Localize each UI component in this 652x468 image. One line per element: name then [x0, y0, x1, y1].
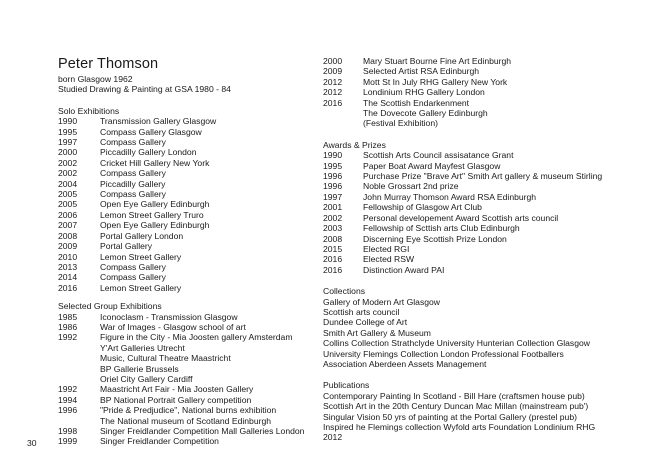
right-column [323, 56, 613, 443]
entry-text: Elected RGI [363, 243, 410, 254]
entry-text: Lemon Street Gallery [100, 251, 182, 262]
entry-text: Figure in the City - Mia Joosten gallery Amsterdam [100, 332, 293, 343]
entry-year: 2012 [323, 76, 343, 87]
exhibition-entry [323, 66, 613, 76]
exhibition-entry [58, 405, 328, 415]
exhibition-entry [323, 265, 613, 275]
entry-text: Compass Gallery Glasgow [100, 126, 202, 137]
page-number: 30 [27, 438, 37, 448]
entry-text: Londinium RHG Gallery London [363, 87, 485, 98]
exhibition-entry [58, 158, 328, 168]
entry-text: "Pride & Predjudice", National burns exhibition [100, 405, 277, 416]
entry-year: 1996 [58, 405, 78, 416]
collection-line: Dundee College of Art [323, 317, 408, 328]
entry-text: Purchase Prize "Brave Art" Smith Art gallery & museum Stirling [363, 171, 603, 182]
entry-text: Open Eye Gallery Edinburgh [100, 220, 210, 231]
entry-year: 2003 [323, 223, 343, 234]
entry-text: Discerning Eye Scottish Prize London [363, 233, 507, 244]
entry-year: 1992 [58, 332, 78, 343]
exhibition-entry [323, 56, 613, 66]
page-title: Peter Thomson [58, 56, 159, 72]
solo-exhibitions-list [58, 116, 328, 293]
entry-year: 1997 [58, 137, 78, 148]
entry-text: John Murray Thomson Award RSA Edinburgh [363, 191, 537, 202]
exhibition-entry [58, 199, 328, 209]
entry-year: 2000 [323, 56, 343, 66]
entry-text: Noble Grossart 2nd prize [363, 181, 459, 192]
collections-section [323, 286, 613, 369]
entry-year: 1995 [323, 160, 343, 171]
exhibition-entry [323, 118, 613, 128]
entry-year: 2012 [323, 87, 343, 98]
entry-text: Y'Art Galleries Utrecht [100, 342, 185, 353]
entry-year: 2004 [58, 178, 78, 189]
entry-year: 2008 [323, 233, 343, 244]
exhibition-entry [58, 231, 328, 241]
exhibition-entry [323, 192, 613, 202]
exhibition-entry [323, 108, 613, 118]
entry-text: BP National Portrait Gallery competition [100, 394, 252, 405]
exhibition-entry [58, 283, 328, 293]
entry-year: 1995 [58, 126, 78, 137]
exhibition-entry [58, 252, 328, 262]
collections-heading: Collections [323, 286, 366, 297]
collection-line: Scottish arts council [323, 306, 400, 317]
left-column [58, 56, 328, 447]
entry-text: Compass Gallery [100, 261, 166, 272]
entry-text: Piccadilly Gallery London [100, 147, 197, 158]
entry-text: Singer Freidlander Competition Mall Galleries London [100, 426, 305, 436]
entry-text: Compass Gallery [100, 137, 166, 148]
entry-text: Maastricht Art Fair - Mia Joosten Gallery [100, 384, 254, 395]
exhibition-entry [323, 181, 613, 191]
spacer [58, 293, 328, 301]
exhibition-entry [58, 395, 328, 405]
entry-text: Portal Gallery London [100, 230, 184, 241]
exhibition-entry [58, 137, 328, 147]
entry-year: 2006 [58, 209, 78, 220]
cv-header [58, 56, 328, 95]
collection-line: Smith Art Gallery & Museum [323, 327, 431, 338]
exhibition-entry [58, 322, 328, 332]
entry-year: 2002 [58, 168, 78, 179]
entry-text: Lemon Street Gallery Truro [100, 209, 204, 220]
exhibition-entry [323, 77, 613, 87]
collections-paragraph: Collins Collection Strathclyde University Hunterian Collection Glasgow University Flemings Collection London Professional Footballers Association Aberdeen Assets Management [323, 338, 590, 369]
entry-year: 1994 [58, 394, 78, 405]
exhibition-entry [58, 168, 328, 178]
entry-text: Lemon Street Gallery [100, 282, 182, 293]
exhibition-entry [58, 364, 328, 374]
entry-text: Portal Gallery [100, 241, 153, 252]
entry-year: 2005 [58, 199, 78, 210]
entry-text: (Festival Exhibition) [363, 118, 438, 129]
exhibition-entry [323, 234, 613, 244]
entry-text: Iconoclasm - Transmission Glasgow [100, 311, 238, 322]
entry-year: 1985 [58, 311, 78, 322]
publications-heading: Publications [323, 380, 370, 391]
entry-year: 2008 [58, 230, 78, 241]
solo-exhibitions-heading: Solo Exhibitions [58, 105, 120, 116]
entry-year: 2000 [58, 147, 78, 158]
exhibition-entry [323, 98, 613, 108]
exhibition-entry [58, 220, 328, 230]
exhibition-entry [58, 127, 328, 137]
exhibition-entry [58, 210, 328, 220]
awards-list [323, 150, 613, 275]
exhibition-entry [58, 332, 328, 342]
entry-year: 1986 [58, 321, 78, 332]
entry-text: Selected Artist RSA Edinburgh [363, 66, 480, 77]
entry-text: Fellowship of Scttish arts Club Edinburgh [363, 223, 520, 234]
collection-line: Gallery of Modern Art Glasgow [323, 296, 441, 307]
entry-text: Mary Stuart Bourne Fine Art Edinburgh [363, 56, 512, 66]
entry-text: Transmission Gallery Glasgow [100, 116, 217, 127]
entry-year: 1992 [58, 384, 78, 395]
education-info: Studied Drawing & Painting at GSA 1980 - 84 [58, 84, 231, 95]
entry-text: Music, Cultural Theatre Maastricht [100, 353, 231, 364]
spacer [323, 275, 613, 286]
spacer [323, 369, 613, 380]
entry-year: 2016 [323, 254, 343, 265]
awards-heading: Awards & Prizes [323, 139, 386, 150]
exhibition-entry [58, 179, 328, 189]
spacer [323, 129, 613, 140]
spacer [58, 95, 328, 106]
exhibition-entry [323, 202, 613, 212]
entry-year: 1990 [323, 150, 343, 161]
collections-list [323, 297, 613, 339]
exhibition-entry [58, 426, 328, 436]
entry-text: Compass Gallery [100, 272, 166, 283]
exhibition-entry [323, 161, 613, 171]
exhibition-entry [58, 116, 328, 126]
exhibition-entry [323, 244, 613, 254]
entry-year: 2007 [58, 220, 78, 231]
entry-year: 1999 [58, 436, 78, 447]
entry-text: The Dovecote Gallery Edinburgh [363, 108, 488, 119]
entry-text: The National museum of Scotland Edinburgh [100, 415, 272, 426]
exhibition-entry [58, 241, 328, 251]
exhibition-entry [58, 147, 328, 157]
group-exhibitions-section [58, 301, 328, 447]
entry-text: Oriel City Gallery Cardiff [100, 373, 193, 384]
entry-text: BP Gallerie Brussels [100, 363, 179, 374]
entry-year: 2016 [323, 264, 343, 275]
entry-text: Personal developement Award Scottish arts council [363, 212, 559, 223]
publications-paragraph: Contemporary Painting In Scotland - Bill Hare (craftsmen house pub) Scottish Art in the 20th Century Duncan Mac Millan (mainstream pub') Singular Vision 50 yrs of painting at the Portal Gallery (prestel pub) Inspired he Flemings collection Wyfold arts Foundation Londinium RHG 2012 [323, 390, 596, 443]
exhibition-entry [323, 150, 613, 160]
entry-year: 1996 [323, 181, 343, 192]
entry-text: Fellowship of Glasgow Art Club [363, 202, 482, 213]
exhibition-entry [323, 213, 613, 223]
solo-exhibitions-section [58, 106, 328, 293]
entry-text: Mott St In July RHG Gallery New York [363, 76, 508, 87]
entry-text: War of Images - Glasgow school of art [100, 321, 246, 332]
exhibition-entry [58, 416, 328, 426]
group-exhibitions-heading: Selected Group Exhibitions [58, 301, 162, 312]
exhibition-entry [323, 171, 613, 181]
exhibition-entry [58, 262, 328, 272]
entry-text: Distinction Award PAI [363, 264, 445, 275]
entry-text: Compass Gallery [100, 189, 166, 200]
entry-year: 2016 [323, 97, 343, 108]
entry-text: Open Eye Gallery Edinburgh [100, 199, 210, 210]
entry-year: 1996 [323, 171, 343, 182]
publications-section [323, 380, 613, 442]
entry-text: The Scottish Endarkenment [363, 97, 470, 108]
entry-year: 2002 [58, 157, 78, 168]
entry-year: 2001 [323, 202, 343, 213]
entry-text: Cricket Hill Gallery New York [100, 157, 210, 168]
exhibition-entry [58, 436, 328, 446]
exhibition-entry [58, 189, 328, 199]
entry-year: 2010 [58, 251, 78, 262]
entry-text: Paper Boat Award Mayfest Glasgow [363, 160, 501, 171]
entry-year: 1997 [323, 191, 343, 202]
entry-year: 2014 [58, 272, 78, 283]
entry-year: 2015 [323, 243, 343, 254]
group-exhibitions-continued-list [323, 56, 613, 129]
exhibition-entry [58, 374, 328, 384]
entry-year: 1990 [58, 116, 78, 127]
entry-text: Singer Freidlander Competition [100, 436, 219, 447]
exhibition-entry [58, 312, 328, 322]
entry-year: 2009 [323, 66, 343, 77]
entry-year: 2013 [58, 261, 78, 272]
entry-text: Compass Gallery [100, 168, 166, 179]
awards-section [323, 140, 613, 275]
exhibition-entry [58, 353, 328, 363]
exhibition-entry [58, 272, 328, 282]
exhibition-entry [58, 343, 328, 353]
exhibition-entry [323, 87, 613, 97]
entry-year: 1998 [58, 426, 78, 436]
entry-year: 2002 [323, 212, 343, 223]
exhibition-entry [323, 223, 613, 233]
birth-info: born Glasgow 1962 [58, 74, 133, 84]
entry-text: Piccadilly Gallery [100, 178, 166, 189]
entry-year: 2005 [58, 189, 78, 200]
group-exhibitions-list [58, 312, 328, 447]
entry-text: Elected RSW [363, 254, 415, 265]
entry-year: 2009 [58, 241, 78, 252]
exhibition-entry [58, 384, 328, 394]
entry-year: 2016 [58, 282, 78, 293]
entry-text: Scottish Arts Council assisatance Grant [363, 150, 514, 161]
exhibition-entry [323, 254, 613, 264]
